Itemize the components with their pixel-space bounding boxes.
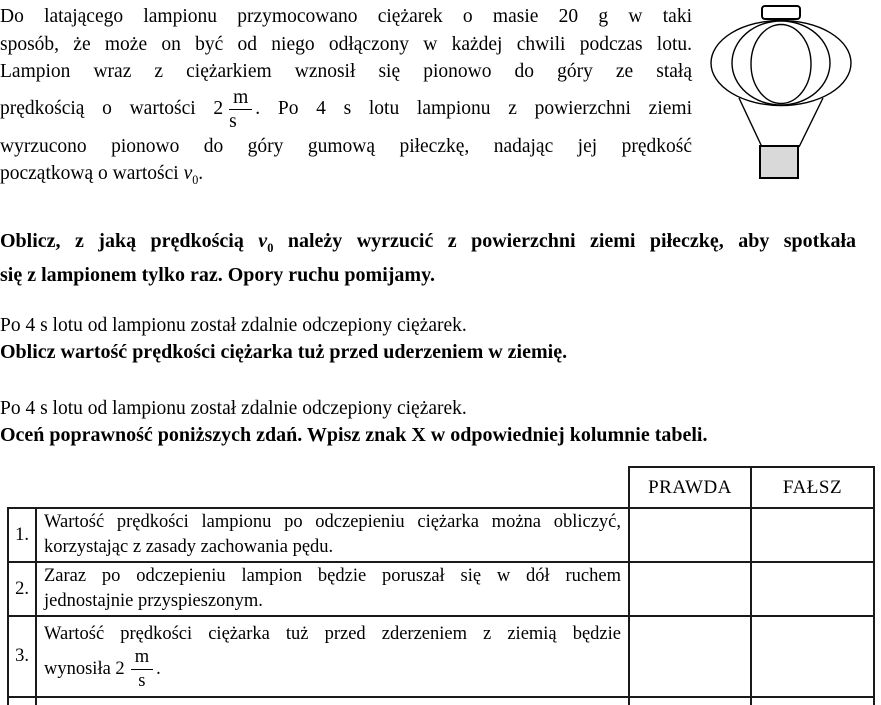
row-number: 2. <box>8 562 36 616</box>
figure-container <box>692 3 881 194</box>
m-per-s-fraction <box>229 87 252 132</box>
row-number: 1. <box>8 508 36 562</box>
intro-line <box>0 160 692 194</box>
lantern-weight-square <box>760 146 798 178</box>
lantern-string-left <box>739 98 762 147</box>
row-number: 3. <box>8 616 36 697</box>
flying-lantern-figure <box>699 3 875 187</box>
task2-command: Oblicz wartość prędkości ciężarka tuż przed uderzeniem w ziemię. <box>0 341 568 364</box>
table-row <box>8 508 874 562</box>
row-number <box>8 697 36 705</box>
answer-cell-3-falsz[interactable] <box>751 616 874 697</box>
statement-cell <box>36 508 629 562</box>
intro-line-text: . <box>198 163 204 184</box>
table-row <box>8 616 874 697</box>
velocity-subscript: 0 <box>267 241 274 256</box>
header-spacer <box>8 467 629 508</box>
answer-cell <box>629 697 751 705</box>
lantern-cap <box>762 6 800 19</box>
statement-line: Wartość prędkości lampionu po odczepieniu ciężarka można obliczyć, <box>44 512 621 533</box>
statement-cell <box>36 616 629 697</box>
intro-line-text: . Po 4 s lotu lampionu z powierzchni ziemi <box>255 97 692 119</box>
task1-line <box>0 228 856 262</box>
lantern-body-middle-ellipse <box>732 21 830 105</box>
statement-text: wynosiła 2 <box>44 658 125 679</box>
column-header-prawda: PRAWDA <box>629 467 751 508</box>
intro-line: sposób, że może on być od niego odłączony w każdej chwili podczas lotu. <box>0 33 692 55</box>
statement-cell <box>36 562 629 616</box>
intro-line-text: prędkością o wartości 2 <box>0 97 224 119</box>
statement-line: jednostajnie przyspieszonym. <box>44 591 263 612</box>
intro-line-text: początkową o wartości <box>0 163 184 184</box>
intro-line: Do latającego lampionu przymocowano ciężarek o masie 20 g w taki <box>0 6 692 27</box>
statement-cell <box>36 697 629 705</box>
lantern-string-right <box>799 98 823 147</box>
task1-command <box>0 228 856 288</box>
table-row <box>8 562 874 616</box>
intro-line-with-fraction <box>0 87 692 132</box>
velocity-symbol: v <box>183 163 193 184</box>
fraction-denominator: s <box>138 670 146 691</box>
column-header-falsz: FAŁSZ <box>751 467 874 508</box>
fraction-numerator: m <box>131 647 153 670</box>
answer-cell-3-prawda[interactable] <box>629 616 751 697</box>
task3-intro: Po 4 s lotu od lampionu został zdalnie odczepiony ciężarek. <box>0 398 467 420</box>
intro-paragraph <box>0 3 692 194</box>
velocity-subscript: 0 <box>192 172 199 187</box>
statement-line: Zaraz po odczepieniu lampion będzie poruszał się w dół ruchem <box>44 566 621 587</box>
velocity-symbol: v <box>258 230 268 253</box>
table-row-cutoff <box>8 697 874 705</box>
statement-line-with-fraction <box>44 647 621 692</box>
fraction-numerator: m <box>229 87 252 110</box>
task1-line: się z lampionem tylko raz. Opory ruchu pomijamy. <box>0 263 435 286</box>
task2-intro: Po 4 s lotu od lampionu został zdalnie odczepiony ciężarek. <box>0 315 467 337</box>
statements-table <box>7 466 875 705</box>
answer-cell-2-prawda[interactable] <box>629 562 751 616</box>
table-header-row <box>8 467 874 508</box>
task1-text: Oblicz, z jaką prędkością <box>0 230 259 253</box>
m-per-s-fraction <box>131 647 153 692</box>
fraction-denominator: s <box>229 110 237 132</box>
intro-section <box>0 0 881 194</box>
answer-cell-2-falsz[interactable] <box>751 562 874 616</box>
intro-line: Lampion wraz z ciężarkiem wznosił się pionowo do góry ze stałą <box>0 61 692 82</box>
lantern-body-inner-ellipse <box>751 25 811 104</box>
task3-section <box>0 395 881 449</box>
intro-line: wyrzucono pionowo do góry gumową piłeczkę, nadając jej prędkość <box>0 135 692 157</box>
answer-cell <box>751 697 874 705</box>
task2-section <box>0 312 881 366</box>
statement-line: Wartość prędkości ciężarka tuż przed zderzeniem z ziemią będzie <box>44 623 621 644</box>
answer-cell-1-falsz[interactable] <box>751 508 874 562</box>
statement-text: . <box>156 658 161 679</box>
answer-cell-1-prawda[interactable] <box>629 508 751 562</box>
task1-text: należy wyrzucić z powierzchni ziemi piłeczkę, aby spotkała <box>273 230 857 253</box>
task3-command: Oceń poprawność poniższych zdań. Wpisz znak X w odpowiedniej kolumnie tabeli. <box>0 424 708 447</box>
statement-line: korzystając z zasady zachowania pędu. <box>44 537 334 558</box>
